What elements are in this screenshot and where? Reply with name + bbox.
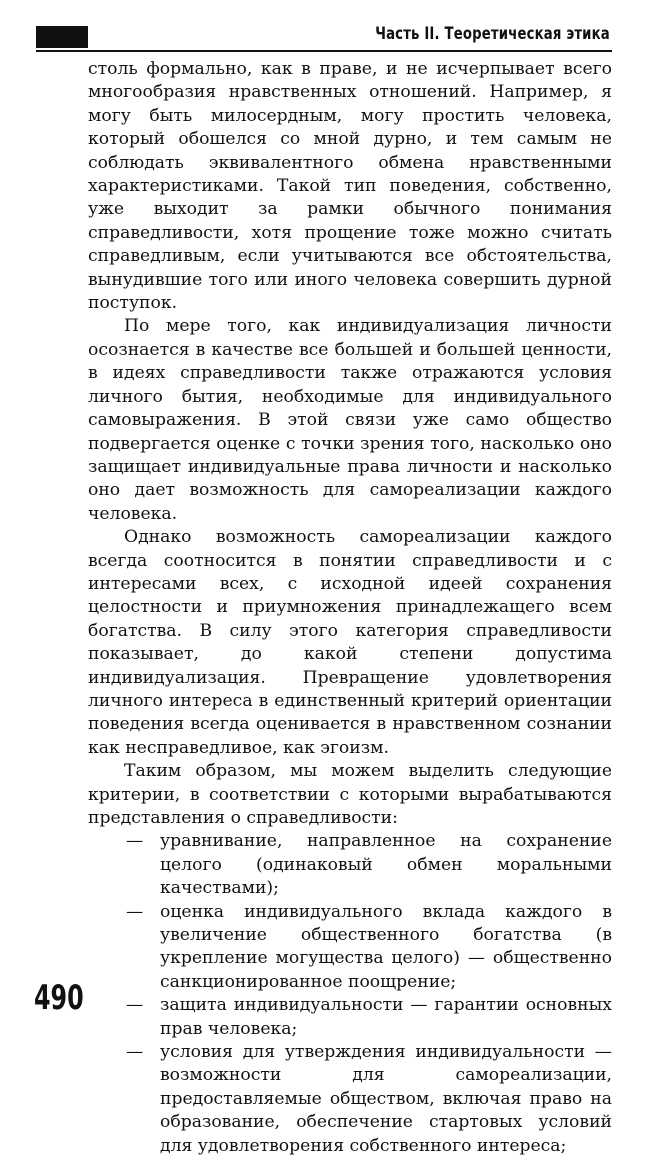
list-item: [88, 1041, 612, 1158]
paragraph: По мере того, как индивидуализация личности осознается в качестве все большей и большей ценности, в идеях справедливости также отражаются условия личного бытия, необходимые для индивидуального самовыражения. В этой связи уже само общество подвергается оценке с точки зрения того, насколько оно защищает индивидуальные права личности и насколько оно дает возможность для самореализации каждого человека.: [88, 316, 612, 524]
list-item-text: защита индивидуальности — гарантии основных прав человека;: [160, 995, 612, 1039]
criteria-list: [88, 830, 612, 1158]
list-item-text: оценка индивидуального вклада каждого в увеличение общественного богатства (в укрепление могущества целого) — общественно санкционированное поощрение;: [160, 901, 612, 992]
list-item: [88, 830, 612, 900]
paragraph: Однако возможность самореализации каждого всегда соотносится в понятии справедливости и с интересами всех, с исходной идеей сохранения целостности и приумножения принадлежащего всем богатства. В силу этого категория справедливости показывает, до какой степени допустима индивидуализация. Превращение удовлетворения личного интереса в единственный критерий ориентации поведения всегда оценивается в нравственном сознании как несправедливое, как эгоизм.: [88, 527, 612, 758]
list-item-text: условия для утверждения индивидуальности — возможности для самореализации, предоставляемые обществом, включая право на образование, обеспечение стартовых условий для удовлетворения собственного интереса;: [160, 1042, 612, 1156]
paragraph: Таким образом, мы можем выделить следующие критерии, в соответствии с которыми вырабатываются представления о справедливости:: [88, 761, 612, 828]
list-dash: —: [126, 831, 144, 852]
header-rule: [36, 50, 612, 52]
paragraph-continuation: столь формально, как в праве, и не исчерпывает всего многообразия нравственных отношений. Например, я могу быть милосердным, могу простить человека, который обошелся со мной дурно, и тем самым не соблюдать эквивалентного обмена нравственными характеристиками. Такой тип поведения, собственно, уже выходит за рамки обычного понимания справедливости, хотя прощение тоже можно считать справедливым, если учитываются все обстоятельства, вынудившие того или иного человека совершить дурной поступок.: [88, 59, 612, 314]
list-dash: —: [126, 995, 144, 1016]
page-number: 490: [34, 978, 84, 1018]
list-dash: —: [126, 901, 144, 922]
running-header-title: Часть II. Теоретическая этика: [375, 24, 610, 44]
page-body-text: [88, 58, 612, 1158]
list-item-text: уравнивание, направленное на сохранение целого (одинаковый обмен моральными качествами);: [160, 831, 612, 899]
list-item: [88, 994, 612, 1041]
list-item: [88, 901, 612, 995]
list-dash: —: [126, 1042, 144, 1063]
header-black-bar: [36, 26, 88, 48]
